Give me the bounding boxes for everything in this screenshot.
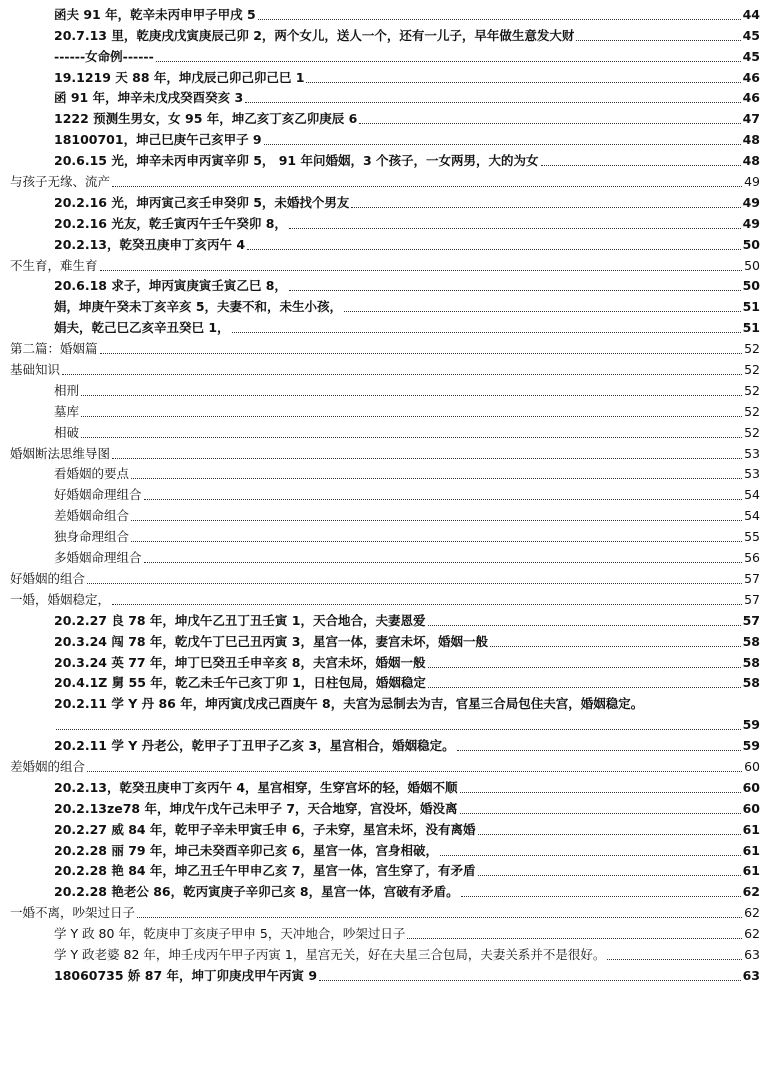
toc-entry-title: 函 91 年，坤辛未戊戌癸酉癸亥 3 [54,90,244,106]
toc-page-number: 59 [742,738,760,754]
toc-entry-title: 差婚姻命组合 [54,508,130,524]
dot-leader [247,249,741,250]
toc-entry-title: 一婚不离，吵架过日子 [10,905,136,921]
toc-entry[interactable] [0,380,771,401]
dot-leader [156,61,741,62]
toc-entry-title: 20.4.1Z 舅 55 年，乾乙未壬午己亥丁卯 1，日柱包局，婚姻稳定 [54,675,426,691]
dot-leader [112,186,742,187]
toc-page-number: 52 [744,424,760,440]
toc-entry-title: 18100701，坤己巳庚午己亥甲子 9 [54,132,262,148]
toc-page-number: 59 [742,717,760,733]
toc-page-number: 52 [744,362,760,378]
toc-entry-title: 墓库 [54,403,80,419]
toc-entry[interactable] [0,568,771,589]
toc-page-number: 49 [742,215,760,231]
toc-entry-title: ------女命例------ [54,48,154,64]
dot-leader [87,771,742,772]
toc-entry-title: 函夫 91 年，乾辛未丙申甲子甲戌 5 [54,6,256,22]
dot-leader [131,541,742,542]
dot-leader [131,478,742,479]
toc-entry[interactable] [0,505,771,526]
dot-leader [144,562,743,563]
toc-entry-title: 看婚姻的要点 [54,466,130,482]
toc-entry-title: 学 Y 政 80 年，乾庚申丁亥庚子甲申 5，天冲地合，吵架过日子 [54,926,406,942]
toc-entry-title: 20.2.27 良 78 年，坤戊午乙丑丁丑壬寅 1，天合地合，夫妻恩爱 [54,612,426,628]
toc-page-number: 60 [744,758,760,774]
toc-page-number: 58 [742,633,760,649]
toc-entry-title: 19.1219 天 88 年，坤戊辰己卯己卯己巳 1 [54,69,305,85]
dot-leader [428,687,741,688]
toc-entry[interactable] [0,840,771,861]
toc-entry[interactable] [0,338,771,359]
toc-entry-title: 20.7.13 里，乾庚戌戊寅庚辰己卯 2，两个女儿，送人一个，还有一儿子，早年做生意发大财 [54,27,575,43]
toc-entry[interactable] [0,631,771,652]
toc-page-number: 63 [742,967,760,983]
toc-entry-title: 20.2.28 艳老公 86，乾丙寅庚子辛卯己亥 8，星宫一体，宫破有矛盾。 [54,884,459,900]
toc-entry-title: 相破 [54,424,80,440]
dot-leader [607,959,742,960]
toc-page-number: 57 [742,612,760,628]
toc-entry[interactable] [0,67,771,88]
toc-page-number: 54 [744,487,760,503]
toc-entry-title: 20.2.27 威 84 年，乾甲子辛未甲寅壬申 6，子未穿，星宫未坏，没有离婚 [54,821,476,837]
toc-entry[interactable] [0,610,771,631]
toc-entry-title: 20.6.18 求子，坤丙寅庚寅壬寅乙巳 8， [54,278,287,294]
toc-entry[interactable] [0,276,771,297]
toc-entry-title: 好婚姻命理组合 [54,487,142,503]
toc-page-number: 62 [744,905,760,921]
toc-page-number: 56 [744,550,760,566]
toc-entry[interactable] [0,108,771,129]
toc-page-number: 60 [742,800,760,816]
dot-leader [81,416,742,417]
dot-leader [457,750,741,751]
toc-page-number: 61 [742,842,760,858]
toc-entry[interactable] [0,150,771,171]
toc-entry-title: 1222 预测生男女，女 95 年，坤乙亥丁亥乙卯庚辰 6 [54,111,358,127]
toc-page-number: 44 [742,6,760,22]
toc-entry-title: 20.2.16 光，坤丙寅己亥壬申癸卯 5，未婚找个男友 [54,194,350,210]
toc-page-number: 45 [742,48,760,64]
toc-entry[interactable] [0,213,771,234]
toc-entry-title: 20.2.16 光友，乾壬寅丙午壬午癸卯 8， [54,215,287,231]
toc-entry[interactable] [0,296,771,317]
toc-entry[interactable] [0,589,771,610]
toc-page-number: 47 [742,111,760,127]
toc-entry[interactable] [0,317,771,338]
toc-entry[interactable] [0,4,771,25]
toc-entry-title: 20.6.15 光，坤辛未丙申丙寅辛卯 5， 91 年问婚姻，3 个孩子，一女两男，大的为女 [54,153,539,169]
toc-entry[interactable] [0,923,771,944]
dot-leader [232,332,741,333]
toc-entry[interactable] [0,25,771,46]
toc-entry[interactable] [0,484,771,505]
toc-entry-title: 不生育，难生育 [10,257,98,273]
toc-entry-title: 20.2.13，乾癸丑庚申丁亥丙午 4 [54,236,246,252]
dot-leader [541,165,741,166]
toc-entry-title: 20.2.13，乾癸丑庚申丁亥丙午 4，星宫相穿，生穿宫坏的轻，婚姻不顺 [54,779,458,795]
toc-entry[interactable] [0,234,771,255]
toc-page-number: 62 [744,926,760,942]
dot-leader [460,813,741,814]
toc-entry-title: 相刑 [54,382,80,398]
dot-leader [351,207,740,208]
toc-entry-title: 差婚姻的组合 [10,758,86,774]
toc-page-number: 50 [744,257,760,273]
toc-entry[interactable] [0,171,771,192]
toc-entry[interactable] [0,359,771,380]
toc-entry-title: 20.2.13ze78 年，坤戊午戊午己未甲子 7，天合地穿，宫没坏，婚没离 [54,800,458,816]
dot-leader [144,499,743,500]
toc-page-number: 45 [742,27,760,43]
toc-entry[interactable] [0,902,771,923]
toc-entry[interactable] [0,861,771,882]
toc-entry[interactable] [0,652,771,673]
dot-leader [344,311,741,312]
toc-entry-title: 20.2.28 丽 79 年，坤己未癸酉辛卯己亥 6，星宫一体，宫身相破， [54,842,438,858]
dot-leader [428,625,741,626]
dot-leader [461,896,741,897]
toc-page-number: 58 [742,675,760,691]
dot-leader [245,102,740,103]
toc-entry[interactable] [0,756,771,777]
table-of-contents [0,4,771,986]
dot-leader [112,458,742,459]
toc-entry-title: 20.2.11 学 Y 丹老公，乾甲子丁丑甲子乙亥 3，星宫相合，婚姻稳定。 [54,738,455,754]
toc-entry[interactable] [0,735,771,756]
toc-entry[interactable] [0,944,771,965]
toc-entry[interactable] [0,464,771,485]
toc-entry[interactable] [0,443,771,464]
toc-entry[interactable] [0,401,771,422]
toc-entry-title: 多婚姻命理组合 [54,550,142,566]
dot-leader [289,228,741,229]
toc-entry-title: 20.2.11 学 Y 丹 86 年，坤丙寅戊戌己酉庚午 8，夫宫为忌制去为吉，官星三合局包住夫宫，婚姻稳定。 [54,696,644,712]
toc-page-number: 49 [742,194,760,210]
toc-page-number: 51 [742,320,760,336]
toc-entry[interactable] [0,46,771,67]
toc-entry-title: 学 Y 政老婆 82 年，坤壬戌丙午甲子丙寅 1，星宫无关，好在夫星三合包局，夫妻关系并不是很好。 [54,946,606,962]
toc-page-number: 50 [742,278,760,294]
toc-page-number: 58 [742,654,760,670]
toc-page-number: 60 [742,779,760,795]
toc-entry[interactable] [0,88,771,109]
toc-page-number: 48 [742,132,760,148]
toc-entry[interactable] [0,777,771,798]
dot-leader [319,980,741,981]
toc-entry[interactable] [0,547,771,568]
dot-leader [359,123,740,124]
toc-page-number: 48 [742,153,760,169]
dot-leader [478,875,741,876]
dot-leader [490,646,741,647]
toc-page-number: 52 [744,403,760,419]
toc-entry[interactable] [0,255,771,276]
dot-leader [460,792,741,793]
toc-page-number: 53 [744,466,760,482]
toc-entry-title: 18060735 娇 87 年，坤丁卯庚戌甲午丙寅 9 [54,967,318,983]
toc-entry-title: 娟夫，乾己巳乙亥辛丑癸巳 1， [54,320,230,336]
toc-entry-title: 娟，坤庚午癸未丁亥辛亥 5，夫妻不和，未生小孩， [54,299,343,315]
toc-page-number: 46 [742,90,760,106]
dot-leader [81,395,742,396]
dot-leader [428,667,741,668]
toc-entry[interactable] [0,693,771,735]
dot-leader [478,834,741,835]
dot-leader [87,583,742,584]
toc-entry[interactable] [0,526,771,547]
toc-page-number: 62 [742,884,760,900]
toc-entry[interactable] [0,881,771,902]
dot-leader [81,437,742,438]
toc-page-number: 49 [744,174,760,190]
dot-leader [100,270,743,271]
toc-page-number: 57 [744,591,760,607]
dot-leader [576,40,740,41]
dot-leader [137,917,742,918]
toc-entry[interactable] [0,673,771,694]
dot-leader [440,855,741,856]
dot-leader [289,290,741,291]
toc-entry-title: 第二篇：婚姻篇 [10,341,98,357]
dot-leader [112,604,742,605]
toc-entry[interactable] [0,422,771,443]
dot-leader [100,353,743,354]
toc-entry[interactable] [0,192,771,213]
toc-page-number: 55 [744,529,760,545]
toc-entry-title: 20.3.24 闯 78 年，乾戊午丁巳己丑丙寅 3，星宫一体，妻宫未坏，婚姻一般 [54,633,488,649]
toc-page-number: 46 [742,69,760,85]
toc-page-number: 51 [742,299,760,315]
toc-page-number: 52 [744,341,760,357]
toc-page-number: 50 [742,236,760,252]
toc-page-number: 61 [742,863,760,879]
toc-entry[interactable] [0,819,771,840]
toc-entry-title: 20.2.28 艳 84 年，坤乙丑壬午甲申乙亥 7，星宫一体，宫生穿了，有矛盾 [54,863,476,879]
toc-page-number: 52 [744,382,760,398]
toc-page-number: 61 [742,821,760,837]
toc-entry-title: 一婚，婚姻稳定， [10,591,111,607]
toc-entry-title: 独身命理组合 [54,529,130,545]
toc-entry-title: 基础知识 [10,362,61,378]
toc-page-number: 63 [744,946,760,962]
toc-entry-title: 好婚姻的组合 [10,570,86,586]
toc-entry[interactable] [0,129,771,150]
dot-leader [56,729,741,730]
dot-leader [264,144,741,145]
toc-entry-title: 与孩子无缘、流产 [10,174,111,190]
toc-entry[interactable] [0,798,771,819]
toc-page-number: 57 [744,570,760,586]
dot-leader [407,938,742,939]
toc-page-number: 54 [744,508,760,524]
dot-leader [258,19,741,20]
dot-leader [306,82,740,83]
toc-entry[interactable] [0,965,771,986]
dot-leader [62,374,742,375]
toc-entry-title: 20.3.24 英 77 年，坤丁巳癸丑壬申辛亥 8，夫宫未坏，婚姻一般 [54,654,426,670]
toc-entry-title: 婚姻断法思维导图 [10,445,111,461]
dot-leader [131,520,742,521]
toc-page-number: 53 [744,445,760,461]
